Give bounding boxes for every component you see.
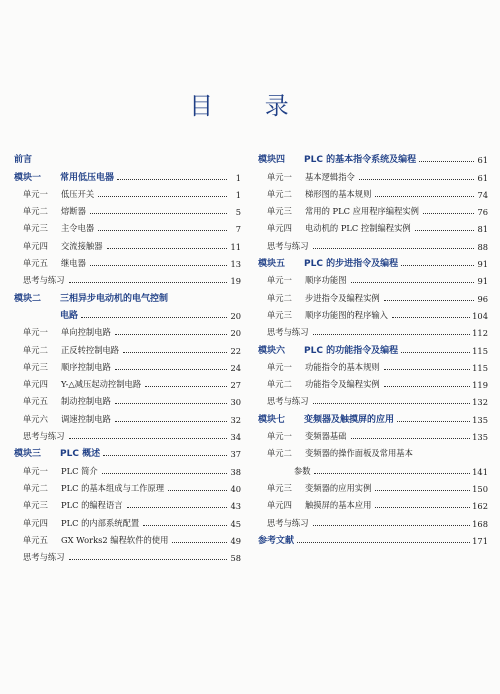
dot-leader [143,525,227,526]
page-number: 96 [477,293,488,304]
toc-unit-label: 单元四 [267,223,292,234]
toc-entry [14,373,241,390]
toc-unit-label: 单元二 [267,292,292,303]
page-number: 7 [235,224,241,235]
toc-unit-label: 单元三 [267,482,292,493]
toc-entry-title: 继电器 [61,258,86,269]
toc-entry-title: 顺序功能图的程序输入 [305,309,388,320]
page-number: 49 [230,535,241,546]
dot-leader [98,230,227,231]
toc-entry [14,546,241,563]
toc-entry [258,494,488,511]
toc-entry [258,165,488,182]
page-number: 1 [235,189,241,200]
page-number: 24 [230,362,241,373]
page-number: 74 [477,189,488,200]
page-number: 11 [230,241,241,252]
dot-leader [375,196,474,197]
toc-unit-label: 单元二 [23,344,48,355]
page-number: 115 [472,345,488,356]
toc-module-entry [14,304,241,321]
toc-entry-title: Y-△减压起动控制电路 [61,379,142,390]
toc-entry [258,286,488,303]
toc-module-entry [258,529,488,546]
dot-leader [384,386,470,387]
page-number: 20 [230,328,241,339]
toc-entry-title: 电动机的 PLC 控制编程实例 [305,223,411,234]
toc-module-entry [258,252,488,269]
toc-unit-label: 单元一 [267,431,292,442]
toc-entry-title: 变频器及触摸屏的应用 [304,414,395,425]
toc-module-entry [258,407,488,424]
toc-entry [258,459,488,476]
toc-entry-title: PLC 的编程语言 [61,500,123,511]
toc-entry [258,425,488,442]
dot-leader [392,317,470,318]
toc-entry-title: PLC 的功能指令及编程 [304,345,399,356]
page-number: 20 [230,310,241,321]
toc-left-column [14,148,241,563]
toc-entry-title: 三相异步电动机的电气控制 [60,293,169,304]
dot-leader [313,248,475,249]
dot-leader [359,179,474,180]
toc-entry-title: PLC 的步进指令及编程 [304,259,399,270]
toc-entry-title: 交流接触器 [61,240,103,251]
toc-entry [14,511,241,528]
page-number: 104 [472,310,488,321]
page-number: 37 [230,449,241,460]
toc-module-entry [14,148,241,165]
toc-entry [258,356,488,373]
dot-leader [351,438,471,439]
page-number: 132 [472,397,488,408]
dot-leader [145,386,227,387]
page-number: 19 [230,276,241,287]
dot-leader [314,473,471,474]
toc-entry-title: 参数 [294,465,311,476]
toc-entry-title: 顺序功能图 [305,275,347,286]
toc-unit-label: 单元一 [23,327,48,338]
page-number: 168 [472,518,488,529]
dot-leader [351,282,475,283]
toc-unit-label: 单元三 [23,223,48,234]
toc-entry [258,511,488,528]
toc-unit-label: 单元二 [23,482,48,493]
dot-leader [375,507,470,508]
toc-unit-label: 单元四 [23,240,48,251]
toc-entry-title: 常用的 PLC 应用程序编程实例 [305,206,419,217]
toc-entry-title: PLC 的基本指令系统及编程 [304,155,417,166]
toc-entry-title: 常用低压电器 [60,172,115,183]
dot-leader [115,369,227,370]
page-number: 38 [230,466,241,477]
page-number: 1 [235,172,241,183]
toc-entry [258,321,488,338]
page-number: 112 [472,328,488,339]
toc-entry-title: 低压开关 [61,188,95,199]
toc-module-entry [14,165,241,182]
toc-entry [258,217,488,234]
toc-entry-title: GX Works2 编程软件的使用 [61,534,169,545]
toc-entry-title: 前言 [14,155,33,166]
dot-leader [115,334,227,335]
dot-leader [168,490,227,491]
page-number: 34 [230,432,241,443]
page-number: 61 [477,155,488,166]
dot-leader [415,230,474,231]
toc-entry [258,183,488,200]
toc-entry-title: 思考与练习 [23,552,65,563]
dot-leader [69,282,228,283]
toc-unit-label: 单元六 [23,413,48,424]
dot-leader [81,317,227,318]
toc-unit-label: 模块二 [14,293,42,304]
toc-entry [14,269,241,286]
toc-entry-title: 调速控制电路 [61,413,111,424]
toc-unit-label: 单元四 [267,500,292,511]
toc-unit-label: 模块四 [258,155,286,166]
page-number: 13 [230,259,241,270]
page-number: 115 [472,362,488,373]
toc-entry-title: 正反转控制电路 [61,344,120,355]
dot-leader [313,403,471,404]
toc-unit-label: 单元二 [267,448,292,459]
page-number: 162 [472,501,488,512]
toc-unit-label: 单元三 [23,500,48,511]
page-number: 141 [472,466,488,477]
page-number: 22 [230,345,241,356]
toc-entry [14,183,241,200]
toc-unit-label: 单元二 [267,188,292,199]
toc-entry-title: 功能指令的基本规则 [305,361,380,372]
toc-entry [14,494,241,511]
dot-leader [107,248,228,249]
toc-entry [14,390,241,407]
toc-entry [258,477,488,494]
toc-entry [14,321,241,338]
toc-entry-title: 单向控制电路 [61,327,111,338]
toc-entry [14,234,241,251]
dot-leader [172,542,227,543]
toc-unit-label: 单元一 [267,361,292,372]
dot-leader [313,334,471,335]
page-number: 81 [477,224,488,235]
page-number: 91 [477,259,488,270]
toc-entry [14,407,241,424]
toc-unit-label: 模块七 [258,414,286,425]
page-number: 135 [472,414,488,425]
toc-entry [14,338,241,355]
toc-unit-label: 单元二 [23,206,48,217]
page-number: 58 [230,553,241,564]
toc-entry [14,529,241,546]
toc-unit-label: 单元五 [23,396,48,407]
toc-unit-label: 模块六 [258,345,286,356]
toc-entry-title: 熔断器 [61,206,86,217]
toc-entry-title: 思考与练习 [267,327,309,338]
toc-unit-label: 单元三 [267,206,292,217]
toc-entry-title: PLC 的内部系统配置 [61,517,140,528]
toc-entry-title: 变频器的应用实例 [305,482,372,493]
dot-leader [401,265,474,266]
toc-unit-label: 单元一 [23,465,48,476]
toc-entry-title: 思考与练习 [267,517,309,528]
toc-entry-title: 基本逻辑指令 [305,171,355,182]
toc-unit-label: 模块五 [258,259,286,270]
dot-leader [69,438,228,439]
toc-entry [14,459,241,476]
page-number: 88 [477,241,488,252]
toc-unit-label: 单元一 [267,275,292,286]
toc-unit-label: 单元五 [23,258,48,269]
dot-leader [103,455,227,456]
page-number: 119 [472,380,488,391]
page-number: 32 [230,414,241,425]
toc-entry-title: 主令电器 [61,223,95,234]
dot-leader [69,559,228,560]
page-number: 40 [230,483,241,494]
page-number: 45 [230,518,241,529]
page-number: 27 [230,380,241,391]
dot-leader [90,213,227,214]
toc-entry [258,442,488,459]
dot-leader [98,196,227,197]
page-number: 150 [472,483,488,494]
toc-entry-title: 步进指令及编程实例 [305,292,380,303]
toc-unit-label: 单元一 [267,171,292,182]
dot-leader [90,265,227,266]
toc-unit-label: 模块一 [14,172,42,183]
toc-unit-label: 单元五 [23,534,48,545]
toc-unit-label: 模块三 [14,449,42,460]
toc-entry-title: 梯形图的基本规则 [305,188,372,199]
page-number: 61 [477,172,488,183]
page-title: 目 录 [189,92,311,120]
toc-entry-title: 思考与练习 [267,240,309,251]
toc-entry [14,200,241,217]
toc-unit-label: 单元一 [23,188,48,199]
toc-entry-title: 功能指令及编程实例 [305,379,380,390]
dot-leader [115,403,227,404]
toc-entry [14,425,241,442]
toc-module-entry [14,286,241,303]
dot-leader [419,161,474,162]
page-number: 30 [230,397,241,408]
toc-entry [258,390,488,407]
page-number: 91 [477,276,488,287]
dot-leader [384,369,470,370]
dot-leader [115,421,227,422]
dot-leader [397,421,470,422]
toc-entry [258,234,488,251]
toc-unit-label: 单元三 [23,361,48,372]
toc-entry [14,252,241,269]
toc-unit-label: 单元四 [23,517,48,528]
dot-leader [375,490,470,491]
dot-leader [117,179,227,180]
toc-entry-title: 变频器基础 [305,431,347,442]
toc-entry [258,373,488,390]
page-number: 135 [472,432,488,443]
page-number: 171 [472,535,488,546]
page-number: 5 [235,207,241,218]
toc-entry-title: 思考与练习 [23,431,65,442]
toc-unit-label: 单元二 [267,379,292,390]
toc-entry-title: PLC 的基本组成与工作原理 [61,482,165,493]
dot-leader [384,300,474,301]
toc-entry-title: 思考与练习 [267,396,309,407]
dot-leader [401,352,470,353]
toc-entry-title: 顺序控制电路 [61,361,111,372]
toc-entry-title: PLC 简介 [61,465,98,476]
toc-entry-title: 思考与练习 [23,275,65,286]
toc-entry-title: 变频器的操作面板及常用基本 [305,448,413,459]
toc-entry-title: 触摸屏的基本应用 [305,500,372,511]
toc-entry [14,477,241,494]
dot-leader [297,542,470,543]
toc-entry-title: 制动控制电路 [61,396,111,407]
toc-entry [258,269,488,286]
toc-unit-label: 单元四 [23,379,48,390]
toc-entry-title: 参考文献 [258,535,295,546]
dot-leader [127,507,227,508]
toc-entry [258,200,488,217]
dot-leader [313,525,471,526]
toc-entry [14,217,241,234]
toc-unit-label: 单元三 [267,309,292,320]
toc-entry [258,304,488,321]
dot-leader [123,352,227,353]
toc-right-column [258,148,488,546]
toc-entry-title: 电路 [60,310,79,321]
dot-leader [102,473,227,474]
page-number: 76 [477,207,488,218]
toc-entry [14,356,241,373]
toc-entry-title: PLC 概述 [60,449,101,460]
toc-module-entry [14,442,241,459]
dot-leader [423,213,474,214]
toc-module-entry [258,148,488,165]
toc-module-entry [258,338,488,355]
page-number: 43 [230,501,241,512]
